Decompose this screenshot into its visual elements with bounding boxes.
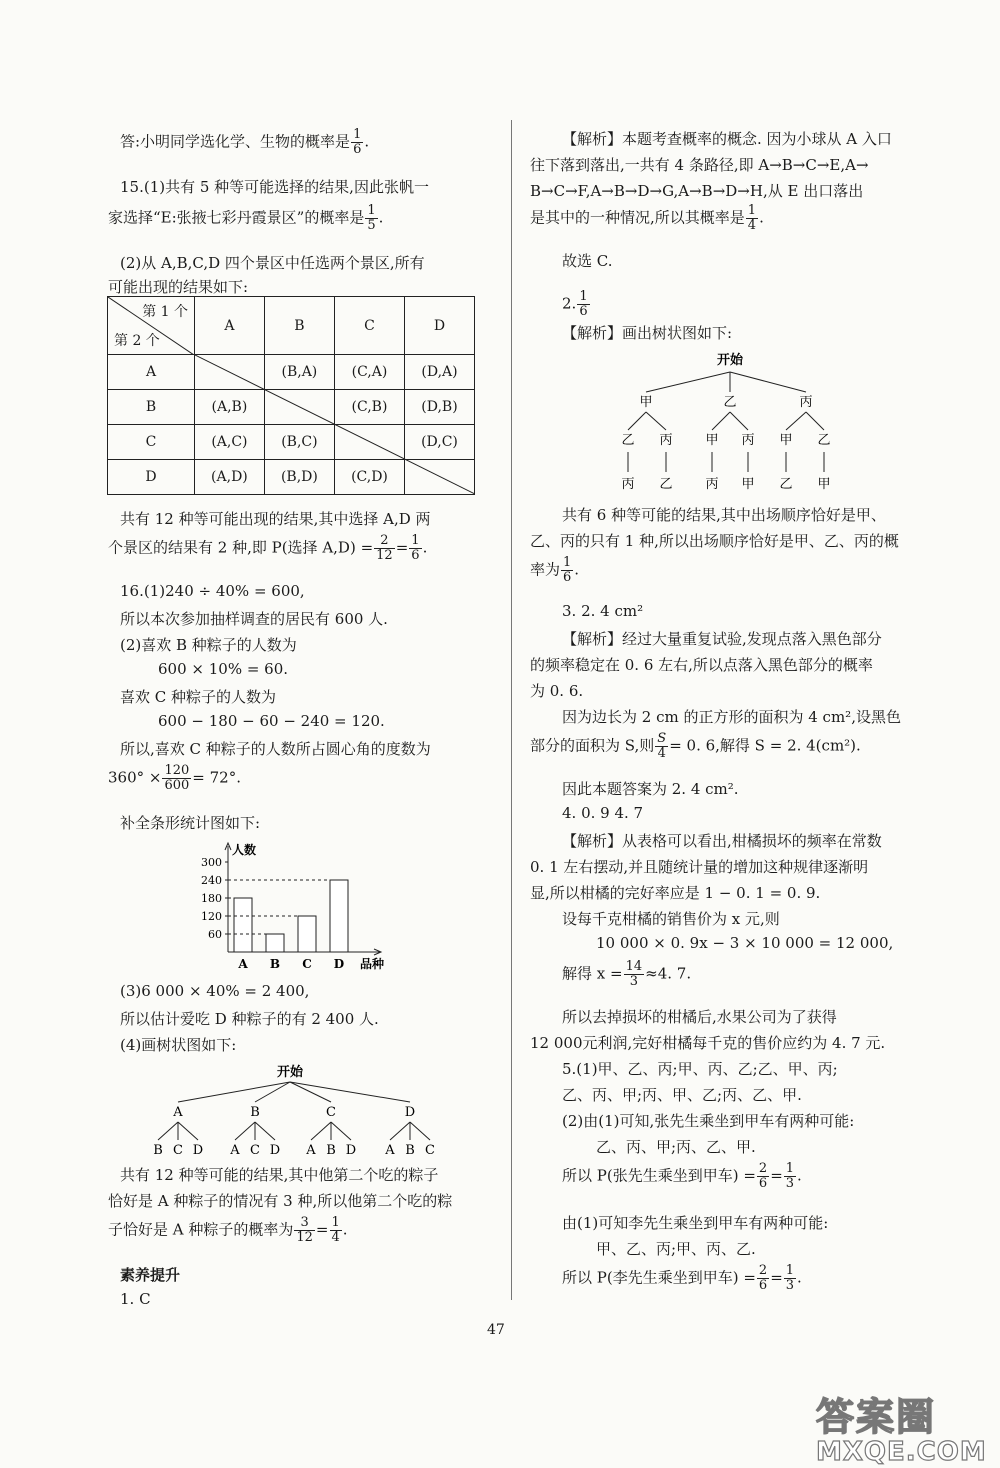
text-line: 设每千克柑橘的销售价为 x 元,则 xyxy=(562,910,780,928)
text-line: 所以去掉损坏的柑橘后,水果公司为了获得 xyxy=(562,1008,837,1026)
table-cell: (C,A) xyxy=(334,355,404,390)
y-tick-label: 240 xyxy=(201,874,222,887)
row-header: D xyxy=(108,460,195,495)
column-header: C xyxy=(334,297,404,355)
y-tick-label: 300 xyxy=(201,856,222,869)
problem-15-line: 15.(1)共有 5 种等可能选择的结果,因此张帆一 xyxy=(120,178,429,196)
text-line: 部分的面积为 S,则 $\frac{S}{4}$ = 0. 6,解得 S = 2. 4(cm²). xyxy=(530,731,861,761)
tree-leaf: B xyxy=(326,1143,336,1158)
tree-node: 甲 xyxy=(639,395,653,410)
y-tick-label: 120 xyxy=(201,910,222,923)
bar-D xyxy=(330,880,348,952)
tree-node: 丙 xyxy=(659,433,673,448)
column-divider xyxy=(511,120,512,1300)
text-line: 个景区的结果有 2 种,即 P(选择 A,D) = $\frac{2}{12}$ = $\frac{1}{6}$ . xyxy=(108,533,428,563)
tree-node: 丙 xyxy=(741,433,755,448)
text-line: 【解析】经过大量重复试验,发现点落入黑色部分 xyxy=(562,630,882,648)
column-header: D xyxy=(404,297,474,355)
answer-line: 故选 C. xyxy=(562,252,613,270)
y-tick-label: 180 xyxy=(201,892,222,905)
problem-16-line: (3)6 000 × 40% = 2 400, xyxy=(120,982,310,1000)
row-header: B xyxy=(108,390,195,425)
tree-node: 丙 xyxy=(799,395,813,410)
table-cell: (A,C) xyxy=(195,425,265,460)
y-tick-label: 60 xyxy=(208,928,222,941)
text-line: 因为边长为 2 cm 的正方形的面积为 4 cm²,设黑色 xyxy=(562,708,901,726)
tree-node: 乙 xyxy=(621,433,635,448)
text-line: 共有 12 种等可能出现的结果,其中选择 A,D 两 xyxy=(120,510,431,528)
header-top: 第 1 个 xyxy=(142,304,188,320)
table-cell: (C,D) xyxy=(334,460,404,495)
table-cell: (A,B) xyxy=(195,390,265,425)
y-axis-label: 人数 xyxy=(232,843,257,857)
text-line: 乙、丙的只有 1 种,所以出场顺序恰好是甲、乙、丙的概 xyxy=(530,532,899,550)
x-tick-label: A xyxy=(238,957,248,971)
table-cell: (A,D) xyxy=(195,460,265,495)
table-diagonal xyxy=(193,354,475,494)
text-line: (2)由(1)可知,张先生乘坐到甲车有两种可能: xyxy=(562,1112,855,1130)
text-line: 12 000元利润,完好柑橘每千克的售价应约为 4. 7 元. xyxy=(530,1034,886,1052)
text-line: 因此本题答案为 2. 4 cm². xyxy=(562,780,739,798)
text-line: 共有 6 种等可能的结果,其中出场顺序恰好是甲、 xyxy=(562,506,886,524)
tree-diagram-right xyxy=(610,348,850,498)
equation: 360° × $\frac{120}{600}$ = 72°. xyxy=(108,763,241,793)
bar-chart xyxy=(190,838,410,974)
x-tick-label: D xyxy=(333,957,345,971)
table-cell: (B,D) xyxy=(264,460,334,495)
tree-leaf: B xyxy=(405,1143,415,1158)
tree-node: 乙 xyxy=(723,395,737,410)
equation: 所以 P(张先生乘坐到甲车) = $\frac{2}{6}$ = $\frac{1}{3}$ . xyxy=(562,1161,802,1191)
tree-leaf: B xyxy=(153,1143,163,1158)
tree-leaf: A xyxy=(385,1143,395,1158)
column-header: A xyxy=(195,297,265,355)
fraction: $\frac{1}{6}$ xyxy=(353,127,362,157)
text-line: 【解析】从表格可以看出,柑橘损坏的频率在常数 xyxy=(562,832,882,850)
x-tick-label: C xyxy=(302,957,312,971)
text-line: 显,所以柑橘的完好率应是 1 − 0. 1 = 0. 9. xyxy=(530,884,821,902)
text-line: 0. 1 左右摆动,并且随统计量的增加这种规律逐渐明 xyxy=(530,858,869,876)
tree-leaf: D xyxy=(192,1143,204,1158)
equation: 10 000 × 0. 9x − 3 × 10 000 = 12 000, xyxy=(596,934,894,952)
tree-node: D xyxy=(404,1105,416,1120)
problem-16-line: (2)喜欢 B 种粽子的人数为 xyxy=(120,636,297,654)
table-cell: (B,C) xyxy=(264,425,334,460)
text-line: 甲、乙、丙;甲、丙、乙. xyxy=(596,1240,756,1258)
equation: 600 × 10% = 60. xyxy=(158,660,289,678)
watermark-url: MXQE.COM xyxy=(816,1437,987,1467)
text-line: 子恰好是 A 种粽子的概率为 $\frac{3}{12}$ = $\frac{1}{4}$ . xyxy=(108,1215,348,1245)
table-cell: (D,A) xyxy=(404,355,474,390)
answer-line: 答:小明同学选化学、生物的概率是 $\frac{1}{6}$ . xyxy=(120,127,370,157)
bar-B xyxy=(266,934,284,952)
answer-line: 1. C xyxy=(120,1290,151,1308)
text-line: 是其中的一种情况,所以其概率是 $\frac{1}{4}$ . xyxy=(530,203,764,233)
x-tick-label: B xyxy=(269,957,281,971)
tree-node: A xyxy=(173,1105,183,1120)
tree-leaf: C xyxy=(425,1143,435,1158)
problem-16-line: 所以本次参加抽样调查的居民有 600 人. xyxy=(120,610,388,628)
table-cell: (C,B) xyxy=(334,390,404,425)
tree-leaf: C xyxy=(173,1143,183,1158)
problem-16-line: 16.(1)240 ÷ 40% = 600, xyxy=(120,582,305,600)
text-line: 的频率稳定在 0. 6 左右,所以点落入黑色部分的概率 xyxy=(530,656,873,674)
equation: 解得 x = $\frac{14}{3}$ ≈4. 7. xyxy=(562,959,692,989)
tree-node: 乙 xyxy=(817,433,831,448)
table-cell: (D,B) xyxy=(404,390,474,425)
equation: 600 − 180 − 60 − 240 = 120. xyxy=(158,712,385,730)
problem-15-part2: (2)从 A,B,C,D 四个景区中任选两个景区,所有 xyxy=(120,254,425,272)
row-header: A xyxy=(108,355,195,390)
text-line: 共有 12 种等可能的结果,其中他第二个吃的粽子 xyxy=(120,1166,439,1184)
text-line: 【解析】本题考查概率的概念. 因为小球从 A 入口 xyxy=(562,130,892,148)
header-bottom: 第 2 个 xyxy=(114,333,160,349)
problem-16-line: (4)画树状图如下: xyxy=(120,1036,237,1054)
tree-leaf: 丙 xyxy=(705,477,719,492)
text-line: 5.(1)甲、乙、丙;甲、丙、乙;乙、甲、丙; xyxy=(562,1060,838,1078)
tree-node: C xyxy=(326,1105,336,1120)
bar-C xyxy=(298,916,316,952)
problem-16-line: 补全条形统计图如下: xyxy=(120,814,261,832)
text: 答:小明同学选化学、生物的概率是 xyxy=(120,132,351,151)
tree-leaf: A xyxy=(306,1143,316,1158)
table-corner-header xyxy=(108,297,195,355)
tree-node: 甲 xyxy=(705,433,719,448)
text-line: 恰好是 A 种粽子的情况有 3 种,所以他第二个吃的粽 xyxy=(108,1192,453,1210)
answer-line: 2. $\frac{1}{6}$ xyxy=(562,289,588,319)
tree-leaf: 乙 xyxy=(659,477,673,492)
bar-A xyxy=(234,898,252,952)
text-line: 为 0. 6. xyxy=(530,682,584,700)
tree-root: 开始 xyxy=(716,353,744,368)
text-line: 往下落到落出,一共有 4 条路径,即 A→B→C→E,A→ xyxy=(530,156,869,174)
text-line: 由(1)可知李先生乘坐到甲车有两种可能: xyxy=(562,1214,829,1232)
row-header: C xyxy=(108,425,195,460)
section-heading: 素养提升 xyxy=(120,1266,181,1284)
tree-root: 开始 xyxy=(276,1065,304,1080)
tree-leaf: 丙 xyxy=(621,477,635,492)
watermark-logo xyxy=(816,1386,996,1467)
answer-line: 3. 2. 4 cm² xyxy=(562,602,644,620)
problem-15-line: 家选择“E:张掖七彩丹霞景区”的概率是 $\frac{1}{5}$ . xyxy=(108,203,384,233)
tree-leaf: D xyxy=(269,1143,281,1158)
text-line: 【解析】画出树状图如下: xyxy=(562,324,733,342)
x-axis-label: 品种 xyxy=(360,957,385,971)
watermark-text: 答案圈 xyxy=(816,1395,937,1439)
problem-16-line: 所以估计爱吃 D 种粽子的有 2 400 人. xyxy=(120,1010,379,1028)
tree-diagram-left xyxy=(130,1060,450,1160)
tree-leaf: C xyxy=(250,1143,260,1158)
table-cell: (D,C) xyxy=(404,425,474,460)
problem-16-line: 所以,喜欢 C 种粽子的人数所占圆心角的度数为 xyxy=(120,740,431,758)
tree-leaf: 甲 xyxy=(741,477,755,492)
text-line: 乙、丙、甲;丙、乙、甲. xyxy=(596,1138,756,1156)
tree-leaf: A xyxy=(230,1143,240,1158)
text-line: B→C→F,A→B→D→G,A→B→D→H,从 E 出口落出 xyxy=(530,182,864,200)
equation: 所以 P(李先生乘坐到甲车) = $\frac{2}{6}$ = $\frac{1}{3}$ . xyxy=(562,1263,802,1293)
table-cell: (B,A) xyxy=(264,355,334,390)
page-number: 47 xyxy=(487,1322,505,1338)
problem-16-line: 喜欢 C 种粽子的人数为 xyxy=(120,688,277,706)
tree-leaf: D xyxy=(345,1143,357,1158)
tree-node: 甲 xyxy=(779,433,793,448)
problem-15-part2: 可能出现的结果如下: xyxy=(108,278,249,296)
tree-leaf: 甲 xyxy=(817,477,831,492)
answer-line: 4. 0. 9 4. 7 xyxy=(562,804,644,822)
column-header: B xyxy=(264,297,334,355)
tree-node: B xyxy=(250,1105,260,1120)
tree-leaf: 乙 xyxy=(779,477,793,492)
text-line: 乙、丙、甲;丙、甲、乙;丙、乙、甲. xyxy=(562,1086,802,1104)
fraction: $\frac{1}{5}$ xyxy=(367,203,376,233)
text-line: 率为 $\frac{1}{6}$ . xyxy=(530,555,580,585)
